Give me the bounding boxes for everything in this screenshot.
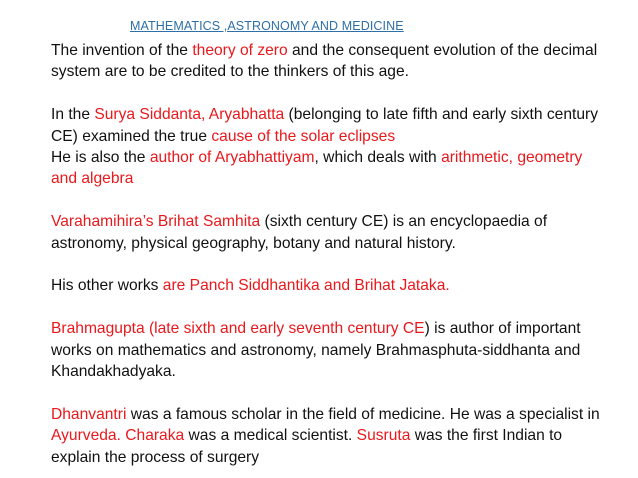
text: (belonging to late fifth and early sixth century CE) examined the true: [51, 106, 599, 145]
paragraph-aryabhattiyam: [51, 147, 611, 190]
paragraph-brahmagupta: [51, 318, 611, 382]
paragraph-zero-decimal: [51, 40, 611, 83]
paragraph-varahamihira: [51, 211, 611, 254]
text: ) is author of important works on mathematics and astronomy, namely Brahmasphuta-siddhanta and Khandakhadyaka.: [51, 320, 581, 381]
text: He is also the: [51, 149, 150, 167]
highlight-text: cause of the solar eclipses: [211, 127, 396, 145]
text: was the first Indian to explain the process of surgery: [51, 427, 563, 466]
paragraph-aryabhatta: [51, 104, 611, 147]
text: was a famous scholar in the field of medicine. He was a specialist in: [126, 405, 600, 423]
highlight-text: Susruta: [356, 427, 411, 445]
highlight-text: Brahmagupta (late sixth and early seventh century CE: [51, 320, 425, 338]
text: The invention of the: [51, 42, 193, 59]
highlight-text: arithmetic, geometry and algebra: [51, 149, 583, 188]
slide-body: [51, 40, 611, 468]
paragraph-medicine: [51, 404, 611, 468]
highlight-text: theory of zero: [192, 42, 288, 59]
slide-title[interactable]: MATHEMATICS ,ASTRONOMY AND MEDICINE: [130, 19, 404, 33]
highlight-text: Ayurveda. Charaka: [51, 427, 185, 445]
text: was a medical scientist.: [184, 427, 357, 445]
highlight-text: Dhanvantri: [51, 405, 127, 423]
text: and the consequent evolution of the decimal system are to be credited to the thinkers of this age.: [51, 42, 598, 81]
text: His other works: [51, 277, 163, 295]
text: , which deals with: [314, 149, 442, 167]
highlight-text: Surya Siddanta, Aryabhatta: [94, 106, 285, 124]
highlight-text: Varahamihira’s Brihat Samhita: [51, 213, 261, 231]
highlight-text: author of Aryabhattiyam: [149, 149, 315, 167]
text: (sixth century CE) is an encyclopaedia of astronomy, physical geography, botany and natural history.: [51, 213, 548, 252]
paragraph-other-works: [51, 275, 611, 296]
text: In the: [51, 106, 95, 124]
highlight-text: are Panch Siddhantika and Brihat Jataka.: [162, 277, 450, 295]
